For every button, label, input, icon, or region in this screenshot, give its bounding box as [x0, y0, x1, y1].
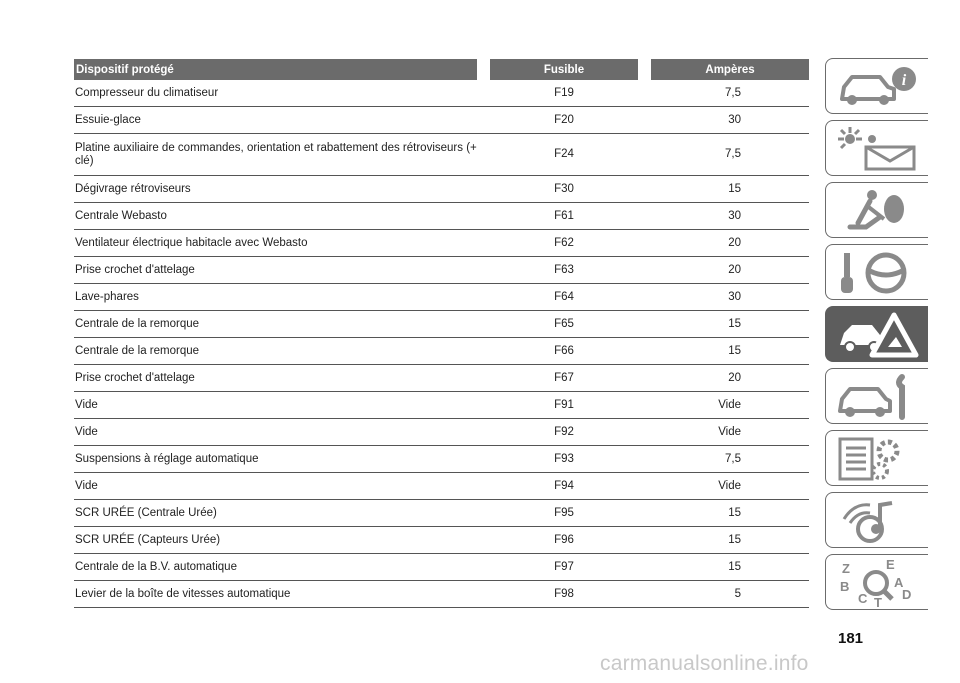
tab-safety[interactable]: [825, 182, 928, 238]
device-cell: Essuie-glace: [74, 107, 477, 134]
amps-cell: 15: [651, 311, 809, 338]
amps-cell: 7,5: [651, 446, 809, 473]
amps-cell: 20: [651, 257, 809, 284]
index-letter: T: [874, 595, 882, 607]
fuse-cell: F64: [490, 284, 638, 311]
multimedia-music-icon: [836, 497, 921, 545]
fuse-cell: F19: [490, 80, 638, 107]
table-row: [74, 203, 809, 230]
device-cell: Centrale de la B.V. automatique: [74, 554, 477, 581]
device-cell: Vide: [74, 392, 477, 419]
fuse-cell: F30: [490, 176, 638, 203]
header-protected-device: Dispositif protégé: [74, 59, 477, 80]
fuse-cell: F96: [490, 527, 638, 554]
tab-index[interactable]: [825, 554, 928, 610]
device-cell: Dégivrage rétroviseurs: [74, 176, 477, 203]
amps-cell: 15: [651, 500, 809, 527]
table-row: [74, 338, 809, 365]
table-row: [74, 500, 809, 527]
table-row: [74, 527, 809, 554]
header-fuse: Fusible: [490, 59, 638, 80]
table-row: [74, 392, 809, 419]
device-cell: SCR URÉE (Capteurs Urée): [74, 527, 477, 554]
table-row: [74, 257, 809, 284]
device-cell: Ventilateur électrique habitacle avec Webasto: [74, 230, 477, 257]
device-cell: Suspensions à réglage automatique: [74, 446, 477, 473]
alphabetical-index-icon: [836, 559, 921, 607]
specifications-gear-icon: [836, 435, 921, 483]
device-cell: Vide: [74, 419, 477, 446]
key-steering-wheel-icon: [836, 249, 921, 297]
page-number: 181: [838, 630, 864, 647]
fuse-cell: F93: [490, 446, 638, 473]
breakdown-warning-triangle-icon: [836, 311, 921, 359]
amps-cell: 20: [651, 230, 809, 257]
table-row: [74, 80, 809, 107]
table-row: [74, 176, 809, 203]
amps-cell: 30: [651, 107, 809, 134]
table-row: [74, 230, 809, 257]
fuse-cell: F66: [490, 338, 638, 365]
fuse-cell: F24: [490, 134, 638, 176]
fuse-cell: F94: [490, 473, 638, 500]
table-row: [74, 107, 809, 134]
device-cell: Prise crochet d'attelage: [74, 257, 477, 284]
table-row: [74, 365, 809, 392]
amps-cell: 7,5: [651, 134, 809, 176]
table-row: [74, 311, 809, 338]
index-letter: E: [886, 559, 895, 572]
fuse-cell: F95: [490, 500, 638, 527]
device-cell: Centrale de la remorque: [74, 338, 477, 365]
tab-multimedia[interactable]: [825, 492, 928, 548]
device-cell: Levier de la boîte de vitesses automatique: [74, 581, 477, 608]
svg-text:i: i: [901, 72, 907, 89]
header-amps: Ampères: [651, 59, 809, 80]
amps-cell: 15: [651, 554, 809, 581]
amps-cell: 15: [651, 176, 809, 203]
fuse-table: [74, 59, 809, 608]
table-row: [74, 473, 809, 500]
amps-cell: 15: [651, 338, 809, 365]
table-row: [74, 446, 809, 473]
fuse-cell: F92: [490, 419, 638, 446]
tab-starting-driving[interactable]: [825, 244, 928, 300]
car-maintenance-wrench-icon: [836, 373, 921, 421]
amps-cell: 15: [651, 527, 809, 554]
fuse-cell: F98: [490, 581, 638, 608]
index-letter: A: [894, 575, 904, 590]
tab-maintenance[interactable]: [825, 368, 928, 424]
table-row: [74, 134, 809, 176]
tab-specifications[interactable]: [825, 430, 928, 486]
amps-cell: 5: [651, 581, 809, 608]
fuse-cell: F67: [490, 365, 638, 392]
tab-emergency[interactable]: [825, 306, 928, 362]
device-cell: Vide: [74, 473, 477, 500]
fuse-cell: F63: [490, 257, 638, 284]
device-cell: Prise crochet d'attelage: [74, 365, 477, 392]
fuse-cell: F65: [490, 311, 638, 338]
amps-cell: Vide: [651, 392, 809, 419]
amps-cell: 30: [651, 284, 809, 311]
tab-car-info[interactable]: [825, 58, 928, 114]
fuse-cell: F97: [490, 554, 638, 581]
warning-lights-message-icon: [836, 125, 921, 173]
car-info-icon: [836, 63, 921, 111]
table-header-row: [74, 59, 809, 80]
amps-cell: 30: [651, 203, 809, 230]
amps-cell: 7,5: [651, 80, 809, 107]
device-cell: Platine auxiliaire de commandes, orientation et rabattement des rétroviseurs (+ clé): [74, 134, 477, 176]
device-cell: Lave-phares: [74, 284, 477, 311]
index-letter: C: [858, 591, 868, 606]
watermark: carmanualsonline.info: [600, 652, 809, 675]
device-cell: Compresseur du climatiseur: [74, 80, 477, 107]
fuse-cell: F91: [490, 392, 638, 419]
fuse-cell: F20: [490, 107, 638, 134]
table-row: [74, 419, 809, 446]
index-letter: Z: [842, 561, 850, 576]
seat-airbag-icon: [836, 187, 921, 235]
device-cell: SCR URÉE (Centrale Urée): [74, 500, 477, 527]
fuse-cell: F61: [490, 203, 638, 230]
amps-cell: Vide: [651, 419, 809, 446]
device-cell: Centrale de la remorque: [74, 311, 477, 338]
table-row: [74, 284, 809, 311]
tab-warning-lights[interactable]: [825, 120, 928, 176]
fuse-cell: F62: [490, 230, 638, 257]
index-letter: B: [840, 579, 850, 594]
amps-cell: Vide: [651, 473, 809, 500]
table-row: [74, 581, 809, 608]
device-cell: Centrale Webasto: [74, 203, 477, 230]
amps-cell: 20: [651, 365, 809, 392]
table-row: [74, 554, 809, 581]
index-letter: D: [902, 587, 912, 602]
